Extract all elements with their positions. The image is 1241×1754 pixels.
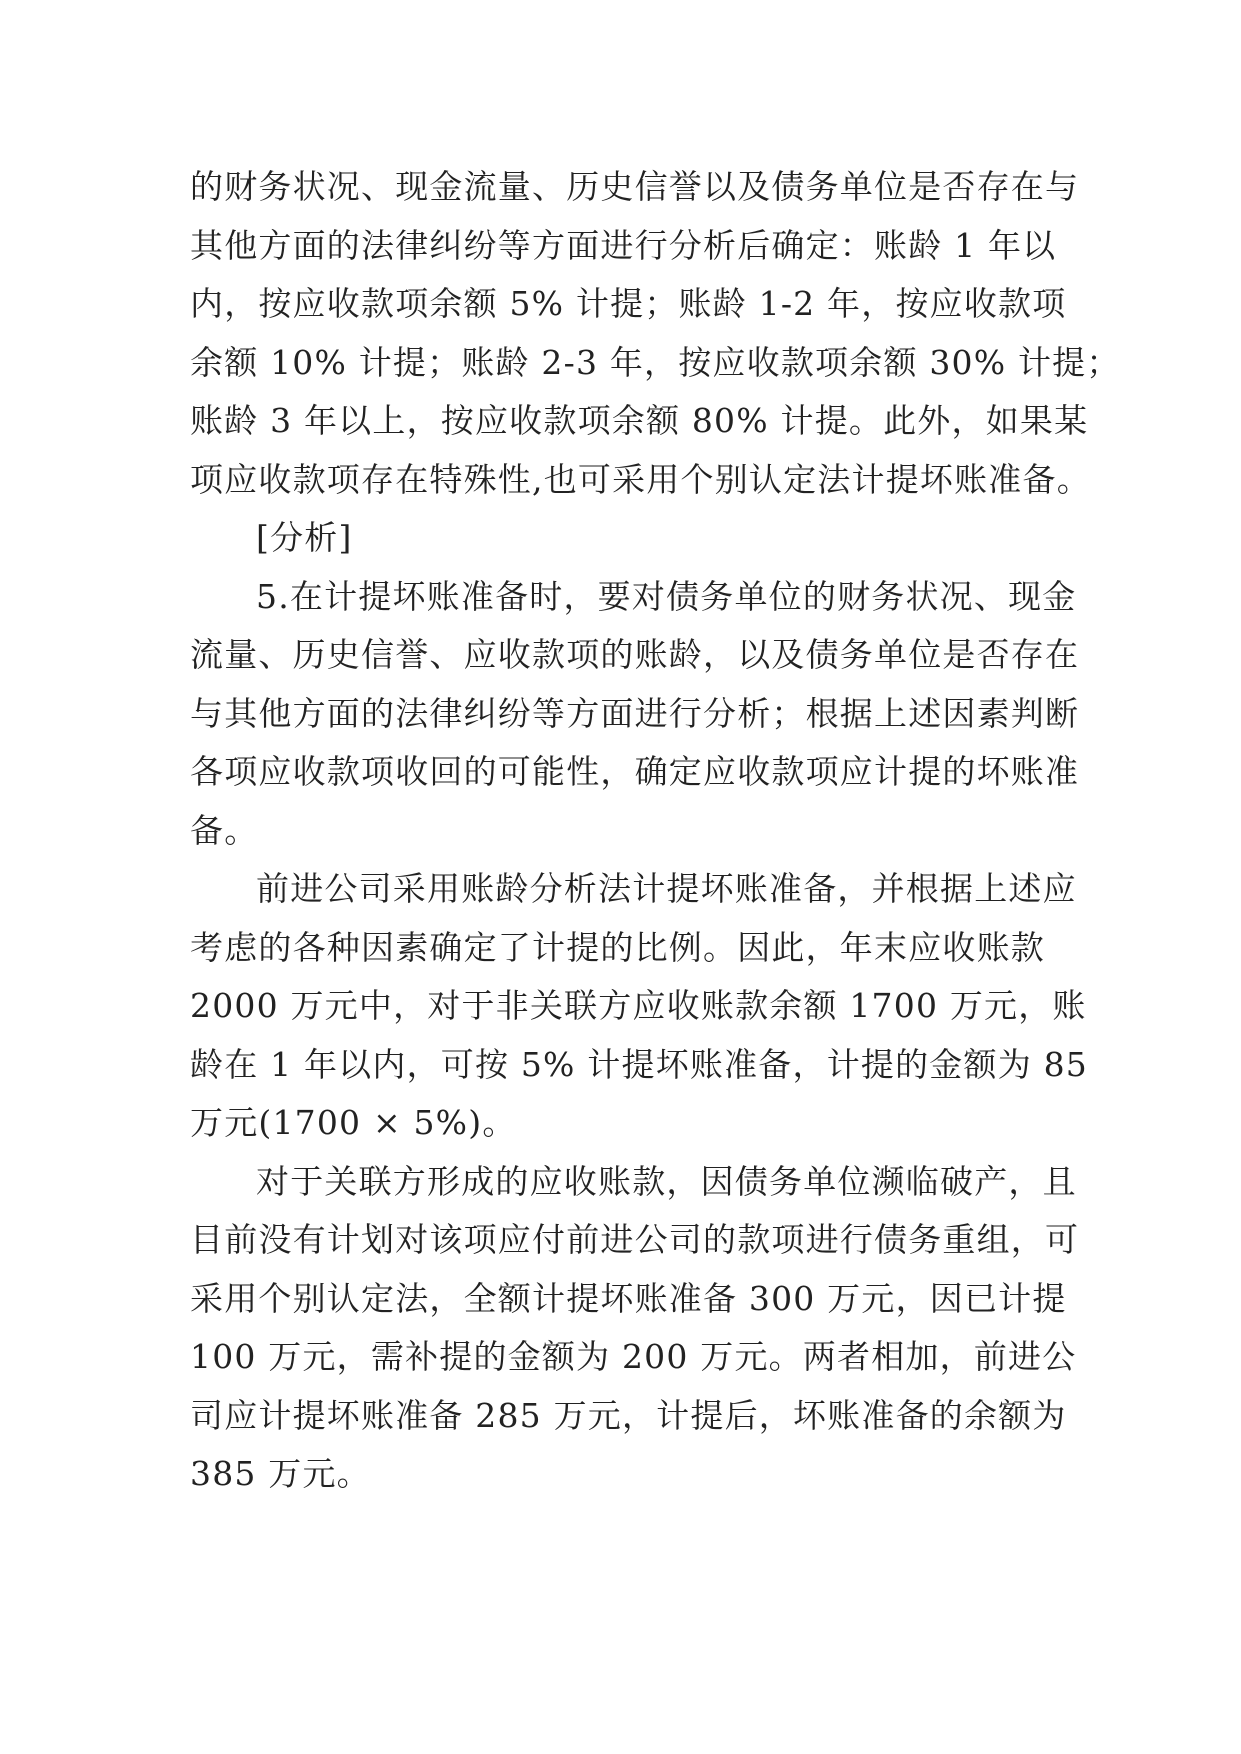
text-line: 前进公司采用账龄分析法计提坏账准备，并根据上述应 [256,869,1077,908]
text-line: 385 万元。 [190,1454,371,1493]
text-line: 考虑的各种因素确定了计提的比例。因此，年末应收账款 [190,927,1045,967]
text-line: 对于关联方形成的应收账款，因债务单位濒临破产，且 [256,1161,1077,1201]
text-line: 司应计提坏账准备 285 万元，计提后，坏账准备的余额为 [190,1395,1067,1435]
text-line: 采用个别认定法，全额计提坏账准备 300 万元，因已计提 [190,1278,1067,1318]
section-heading-analysis: [分析] [256,518,353,557]
text-line: 龄在 1 年以内，可按 5% 计提坏账准备，计提的金额为 85 [190,1044,1088,1084]
text-line: 的财务状况、现金流量、历史信誉以及债务单位是否存在与 [190,167,1080,206]
text-line: 项应收款项存在特殊性,也可采用个别认定法计提坏账准备。 [190,459,1091,499]
text-line: 100 万元，需补提的金额为 200 万元。两者相加，前进公 [190,1337,1077,1376]
text-line: 账龄 3 年以上，按应收款项余额 80% 计提。此外，如果某 [190,401,1089,440]
text-line: 流量、历史信誉、应收款项的账龄，以及债务单位是否存在 [190,635,1080,674]
text-line: 余额 10% 计提；账龄 2-3 年，按应收款项余额 30% 计提； [190,342,1121,382]
text-line: 内，按应收款项余额 5% 计提；账龄 1-2 年，按应收款项 [190,284,1067,323]
text-line: 备。 [190,810,259,850]
text-line: 2000 万元中，对于非关联方应收账款余额 1700 万元，账 [190,986,1087,1025]
text-line: 各项应收款项收回的可能性，确定应收款项应计提的坏账准 [190,752,1080,791]
document-body [190,158,1121,1504]
text-line: 5.在计提坏账准备时，要对债务单位的财务状况、现金 [256,576,1077,616]
text-line: 与其他方面的法律纠纷等方面进行分析；根据上述因素判断 [190,693,1080,733]
text-line: 其他方面的法律纠纷等方面进行分析后确定：账龄 1 年以 [190,225,1057,265]
text-line: 目前没有计划对该项应付前进公司的款项进行债务重组，可 [190,1220,1080,1259]
text-line: 万元(1700 × 5%)。 [190,1103,517,1142]
